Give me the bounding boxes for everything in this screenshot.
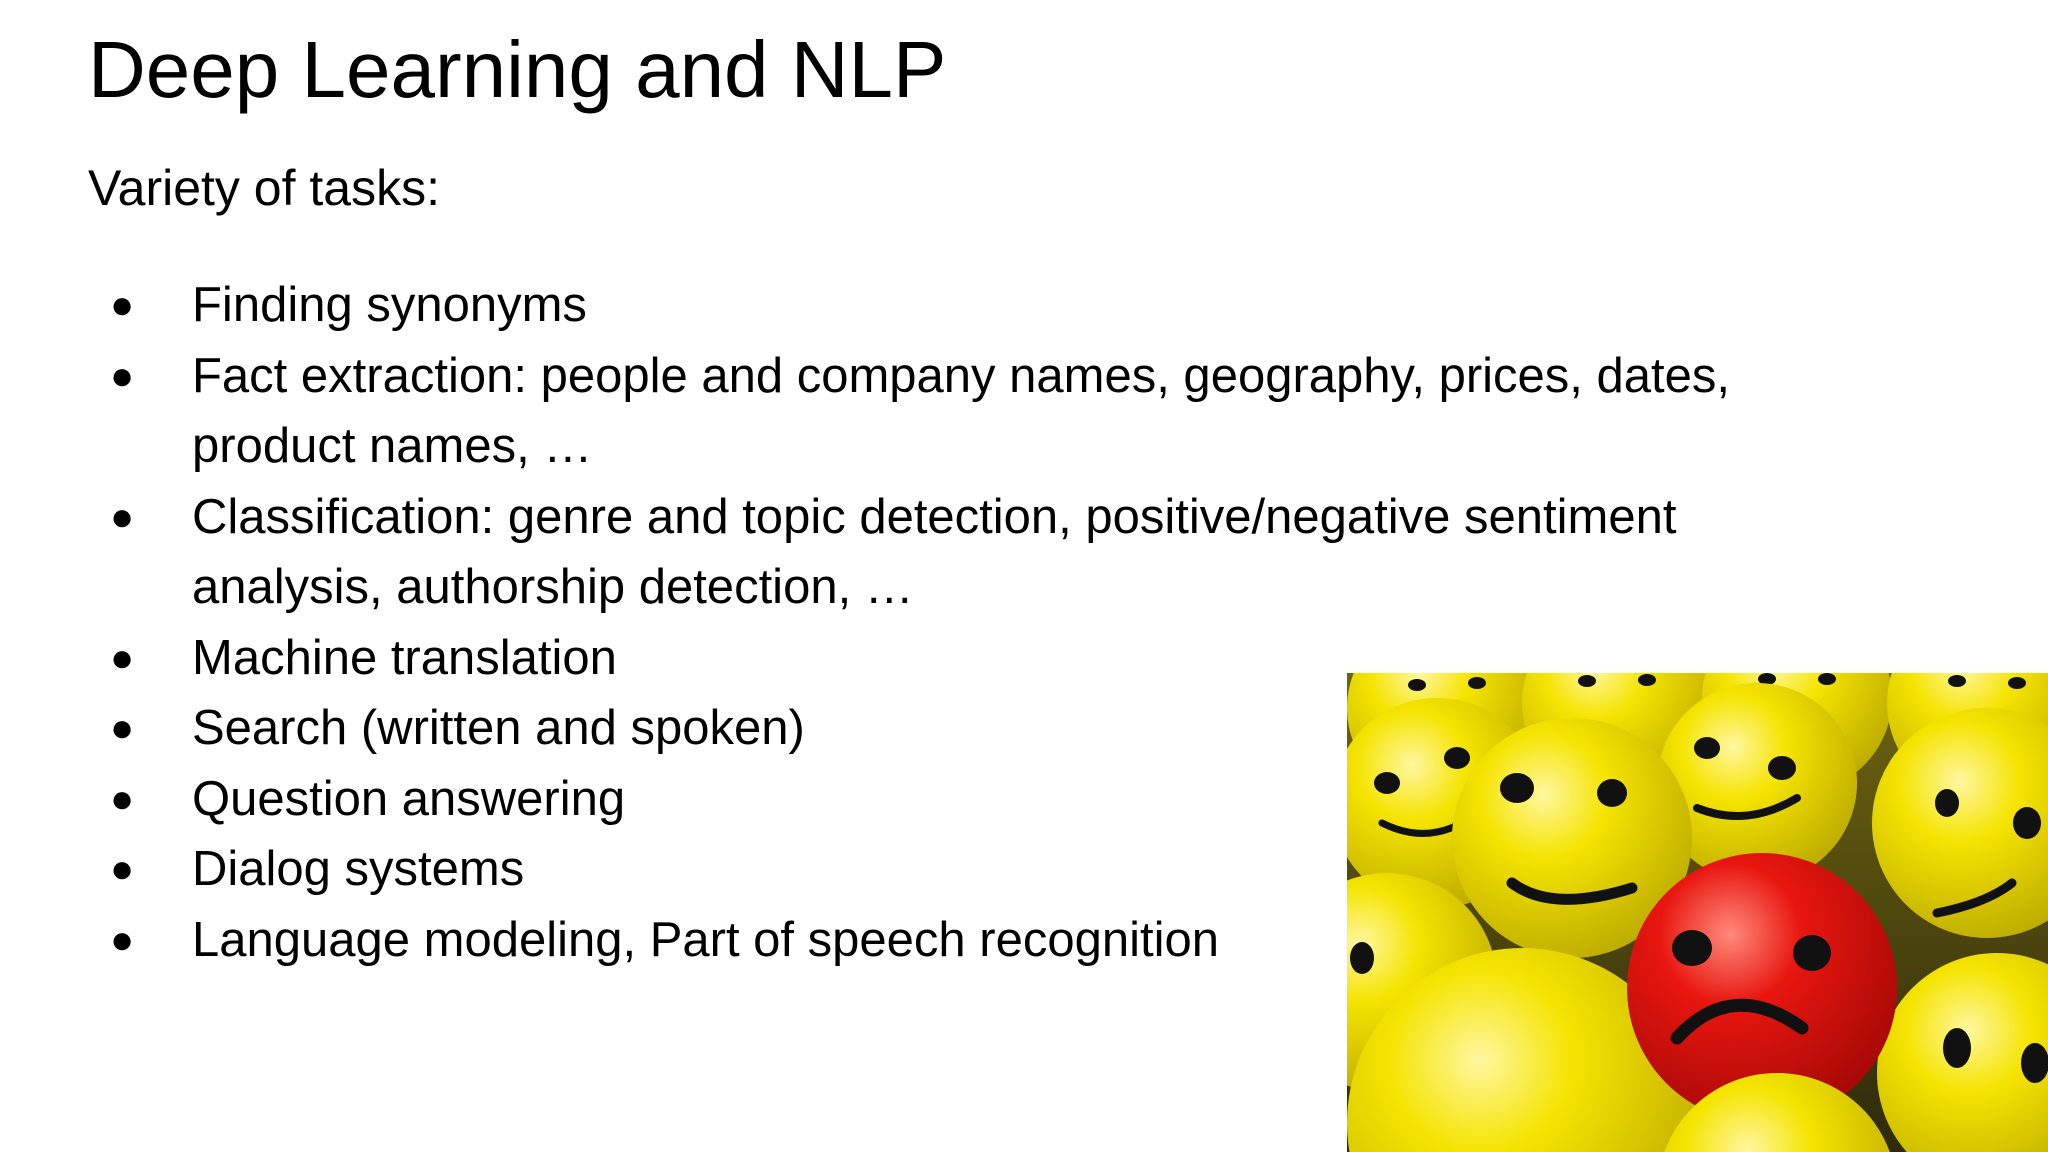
list-item-text: Search (written and spoken) bbox=[192, 701, 805, 755]
list-item bbox=[88, 482, 1888, 623]
bullet-icon: ● bbox=[110, 706, 135, 750]
list-item-text: Finding synonyms bbox=[192, 278, 587, 332]
slide-title: Deep Learning and NLP bbox=[88, 25, 947, 114]
bullet-icon: ● bbox=[110, 635, 135, 680]
bullet-icon: ● bbox=[110, 494, 135, 539]
bullet-icon: ● bbox=[110, 353, 135, 398]
list-item bbox=[88, 341, 1888, 482]
list-item-text: Fact extraction: people and company names, geography, prices, dates, bbox=[192, 348, 1731, 403]
list-item-text: Dialog systems bbox=[192, 842, 525, 896]
list-item-text: Question answering bbox=[192, 771, 626, 826]
bullet-icon: ● bbox=[110, 847, 135, 891]
list-item-text-continued: product names, … bbox=[192, 419, 593, 473]
bullet-icon: ● bbox=[110, 917, 135, 962]
list-item bbox=[88, 270, 1888, 341]
smiley-faces-illustration bbox=[1347, 673, 2048, 1152]
slide-subtitle: Variety of tasks: bbox=[88, 160, 440, 216]
list-item-text: Classification: genre and topic detection, positive/negative sentiment bbox=[192, 489, 1677, 544]
list-item-text-continued: analysis, authorship detection, … bbox=[192, 560, 914, 614]
bullet-icon: ● bbox=[110, 283, 135, 327]
smiley-faces-image bbox=[1347, 673, 2048, 1152]
bullet-icon: ● bbox=[110, 776, 135, 821]
list-item-text: Language modeling, Part of speech recognition bbox=[192, 912, 1219, 967]
list-item-text: Machine translation bbox=[192, 630, 617, 685]
